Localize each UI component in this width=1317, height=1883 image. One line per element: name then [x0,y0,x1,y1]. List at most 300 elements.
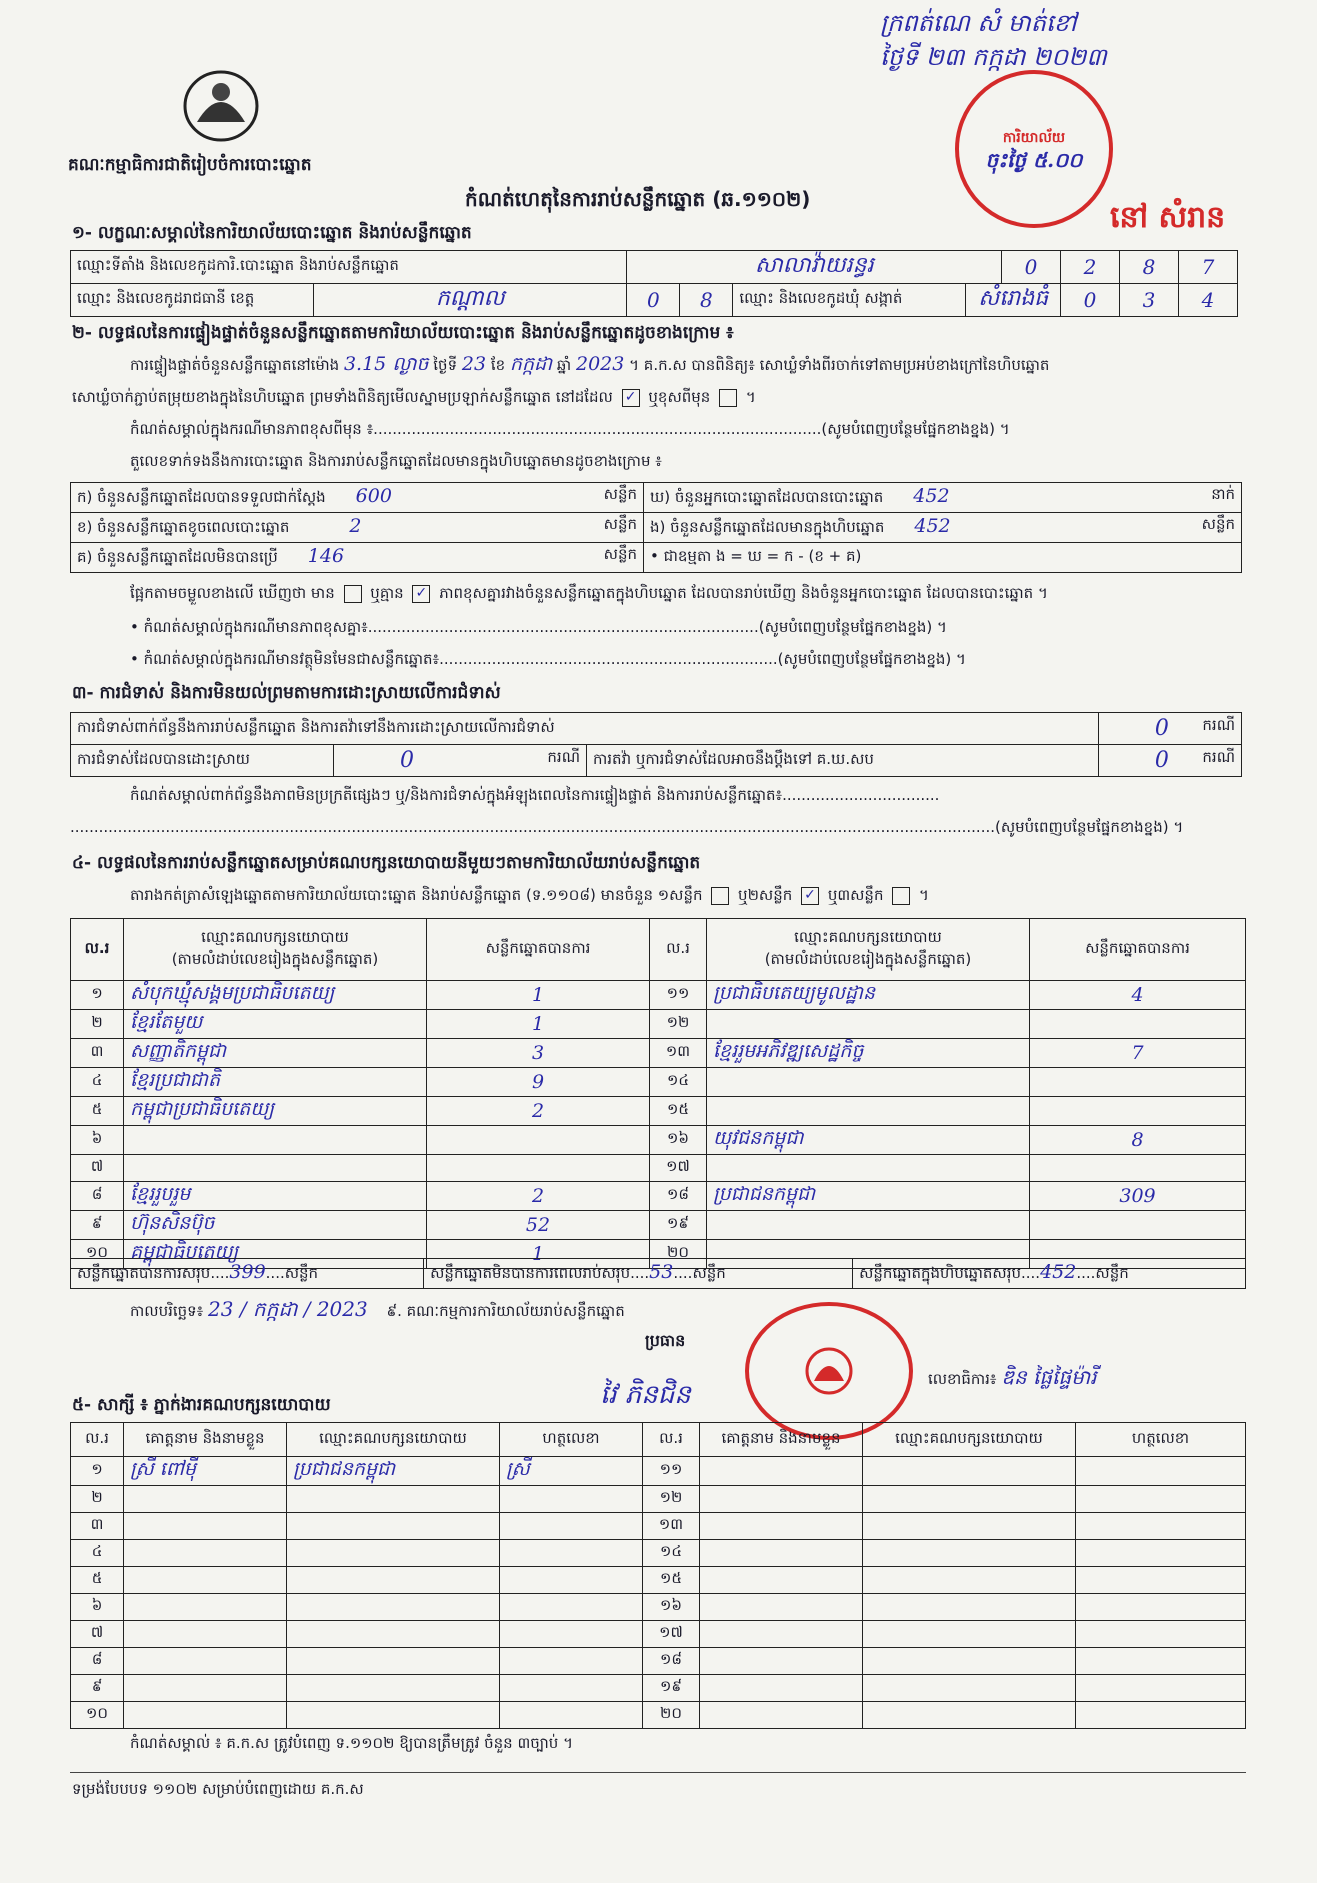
different-checkbox[interactable] [719,389,737,407]
total-invalid-value: 53 [649,1261,674,1283]
result-no: ១៤ [650,1068,707,1097]
s1-row2-code2-2: 3 [1120,284,1179,317]
s4-intro [130,886,929,908]
s2-para2: សោឃ្លំចាក់ភ្ជាប់តម្រុយខាងក្នុងនៃហិបឆ្នោត ព្រមទាំងពិនិត្យមើលស្នាមប្រឡាក់សន្លឹកឆ្នោត នៅដដែល ✓ ឬខុសពីមុន ។ [72,388,756,406]
results-col-party-left [124,919,427,981]
table-row [71,1010,1246,1039]
witness-no: ៤ [71,1540,124,1567]
results-col-no-left: ល.រ [71,919,124,981]
witness-signature [1076,1540,1246,1567]
witness-party [287,1621,500,1648]
two-sheet-checkbox[interactable]: ✓ [801,887,819,905]
no-difference-checkbox[interactable]: ✓ [412,585,430,603]
result-no: ១៨ [650,1182,707,1211]
date-value: 23 / កក្កដា / 2023 [208,1297,368,1321]
result-no: ១១ [650,981,707,1010]
s2-row-a-label: ក) ចំនួនសន្លឹកឆ្នោតដែលបានទទួលជាក់ស្ដែង [77,488,326,506]
result-votes: 1 [427,1010,650,1039]
result-party [124,1155,427,1182]
witness-party [287,1540,500,1567]
result-party: សញ្ញាតិកម្ពុជា [124,1039,427,1068]
total-box-cell: សន្លឹកឆ្នោតក្នុងហិបឆ្នោតសរុប....452....សន្លឹក [853,1259,1246,1289]
result-party: សំបុកឃ្មុំសង្គមប្រជាធិបតេយ្យ [124,981,427,1010]
total-box-value: 452 [1040,1261,1077,1283]
s2-row-b-value: 2 [349,515,362,537]
witness-no: ១០ [71,1702,124,1729]
witness-name [700,1675,863,1702]
witness-name [700,1594,863,1621]
table-row [71,1211,1246,1240]
s2-row-a-unit: សន្លឹក [603,485,637,503]
table-row [71,1457,1246,1486]
witness-no: ១២ [643,1486,700,1513]
three-sheet-checkbox[interactable] [892,887,910,905]
result-party: ខ្មែរតែមួយ [124,1010,427,1039]
witness-name [124,1486,287,1513]
s2-compare-a: ផ្អែកតាមចម្លួលខាងលើ ឃើញថា មាន [130,584,335,602]
s1-row2-label: ឈ្មោះ និងលេខកូដរាជធានី ខេត្ត [71,284,314,317]
s1-code-4: 7 [1179,251,1238,284]
witness-signature [500,1702,643,1729]
s2-compare-c: ភាពខុសគ្នារវាងចំនួនសន្លឹកឆ្នោតក្នុងហិបឆ្នោត ដែលបានរាប់ឃើញ និងចំនួនអ្នកបោះឆ្នោត ដែលបានបោះឆ្នោត ។ [439,584,1048,602]
w-col-sign-left: ហត្ថលេខា [500,1423,643,1457]
results-table [70,918,1246,1269]
result-no: ៨ [71,1182,124,1211]
witness-party [863,1567,1076,1594]
s2-p2b: ឬខុសពីមុន [648,388,711,406]
witness-name [700,1567,863,1594]
s2-row-b-unit: សន្លឹក [603,515,637,533]
s1-row2-label2: ឈ្មោះ និងលេខកូដឃុំ សង្កាត់ [733,284,966,317]
seal-emblem-icon [794,1341,864,1401]
w-col-sign-right: ហត្ថលេខា [1076,1423,1246,1457]
witness-signature [500,1513,643,1540]
results-col-party-right [707,919,1030,981]
witness-no: ១៣ [643,1513,700,1540]
total-valid-unit: សន្លឹក [284,1264,319,1282]
red-note: នៅ សំរាន [1110,200,1226,235]
s3-row2-label2: ការតវ៉ា ឬការជំទាស់ដែលអាចនឹងប្ដឹងទៅ គ.ឃ.សប [587,745,1099,777]
result-no: ៦ [71,1126,124,1155]
footer-form-code: ទម្រង់បែបបទ ១១០២ សម្រាប់បំពេញដោយ គ.ក.ស [72,1780,364,1798]
table-row [71,1126,1246,1155]
table-row [71,981,1246,1010]
result-no: ៩ [71,1211,124,1240]
witness-signature [1076,1648,1246,1675]
result-party [707,1010,1030,1039]
s2-p1e: ។ គ.ក.ស បានពិនិត្យ៖ សោឃ្លំទាំងពីរចាក់ទៅតាមប្រអប់ខាងក្រៅនៃហិបឆ្នោត [629,356,1050,374]
s3-row1-cell [1098,713,1241,745]
witness-name [124,1702,287,1729]
witness-name [124,1621,287,1648]
section5-title: ៥- សាក្សី ៖ ភ្នាក់ងារគណបក្សនយោបាយ [72,1395,331,1415]
s3-note: កំណត់សម្គាល់ពាក់ព័ន្ធនឹងភាពមិនប្រក្រតីផ្សេងៗ ឬ/និងការជំទាស់ក្នុងអំឡុងពេលនៃការផ្ទៀងផ្ទាត់ និងការរាប់សន្លឹកឆ្នោត៖................................. [130,786,940,804]
s2-row-d [644,483,1242,513]
footer-divider [70,1772,1246,1773]
witness-name [124,1675,287,1702]
witness-name [700,1648,863,1675]
witness-name [124,1648,287,1675]
result-votes: 4 [1030,981,1246,1010]
witness-name [700,1513,863,1540]
witness-party [287,1486,500,1513]
results-col-party-right-title: ឈ្មោះគណបក្សនយោបាយ [794,927,942,946]
section3-title: ៣- ការជំទាស់ និងការមិនយល់ព្រមតាមការដោះស្រាយលើការជំទាស់ [72,683,501,703]
result-no: ៤ [71,1068,124,1097]
witness-signature [1076,1702,1246,1729]
has-difference-checkbox[interactable] [344,585,362,603]
result-no: ១ [71,981,124,1010]
result-party: ប្រជាជនកម្ពុជា [707,1182,1030,1211]
s2-row-d-unit: នាក់ [1211,485,1235,503]
top-note-2: ថ្ងៃទី ២៣ កក្កដា ២០២៣ [880,43,1107,71]
one-sheet-checkbox[interactable] [711,887,729,905]
total-valid-label: សន្លឹកឆ្នោតបានការសរុប [77,1264,211,1282]
s1-row2-value2: សំរោងធំ [966,284,1061,317]
witness-party [287,1594,500,1621]
witness-signature [500,1486,643,1513]
result-party: ខ្មែររួមអភិវឌ្ឍសេដ្ឋកិច្ច [707,1039,1030,1068]
table-row [71,1182,1246,1211]
result-no: ២០ [650,1240,707,1269]
result-votes [1030,1211,1246,1240]
witness-party [287,1513,500,1540]
section1-title: ១- លក្ខណៈសម្គាល់នៃការិយាល័យបោះឆ្នោត និងរាប់សន្លឹកឆ្នោត [72,223,472,243]
table-row [71,1486,1246,1513]
result-no: ១៥ [650,1097,707,1126]
result-party: យុវជនកម្ពុជា [707,1126,1030,1155]
s3-row1-unit: ករណី [1202,716,1235,734]
s3-note-tail: ..................................................................................................................................................................................................(សូមបំពេញបន្ថែមផ្នែកខាងខ្នង) ។ [70,818,1184,836]
result-votes: 3 [427,1039,650,1068]
result-no: ២ [71,1010,124,1039]
witness-name [700,1457,863,1486]
result-party: ហ៊ុនសិនប៊ុច [124,1211,427,1240]
witness-name: ស្រី ពៅម៉ី [124,1457,287,1486]
result-votes [427,1126,650,1155]
witness-signature [500,1594,643,1621]
witness-party [863,1513,1076,1540]
witness-signature [500,1648,643,1675]
result-party [707,1155,1030,1182]
witness-name [124,1513,287,1540]
s3-row2-unit2: ករណី [1202,748,1235,766]
witness-no: ១៥ [643,1567,700,1594]
s2-row-b [71,513,644,543]
secretary [928,1364,1097,1394]
section2-table [70,482,1242,573]
witness-party [863,1540,1076,1567]
document-title: កំណត់ហេតុនៃការរាប់សន្លឹកឆ្នោត (ឆ.១១០២) [465,187,811,211]
s2-row-c [71,543,644,573]
result-party: ខ្មែរប្រជាជាតិ [124,1068,427,1097]
s2-note3: • កំណត់សម្គាល់ក្នុងករណីមានវត្ថុមិនមែនជាសន្លឹកឆ្នោត៖.......................................................................(សូមបំពេញបន្ថែមផ្នែកខាងខ្នង) ។ [130,650,966,668]
result-votes: 52 [427,1211,650,1240]
witness-signature [1076,1621,1246,1648]
s2-row-d-value: 452 [913,485,950,507]
witness-name [124,1567,287,1594]
s2-row-e-value: 452 [914,515,951,537]
s4-intro-b: ឬ២សន្លឹក [738,886,793,904]
witness-no: ៣ [71,1513,124,1540]
witness-party [863,1675,1076,1702]
results-col-votes-left: សន្លឹកឆ្នោតបានការ [427,919,650,981]
s2-year: 2023 [576,353,625,375]
witness-signature [1076,1567,1246,1594]
s2-intro: តួលេខទាក់ទងនឹងការបោះឆ្នោត និងការរាប់សន្លឹកឆ្នោតដែលមានក្នុងហិបឆ្នោតមានដូចខាងក្រោម ៖ [130,452,662,470]
result-votes [1030,1068,1246,1097]
total-invalid-cell: សន្លឹកឆ្នោតមិនបានការពេលរាប់សរុប....53....សន្លឹក [424,1259,853,1289]
same-checkbox[interactable]: ✓ [622,389,640,407]
s2-day: 23 [461,353,487,375]
witness-signature [1076,1675,1246,1702]
witness-party [287,1648,500,1675]
results-col-party-left-title: ឈ្មោះគណបក្សនយោបាយ [201,927,349,946]
total-valid-value: 399 [229,1261,266,1283]
witness-name [700,1486,863,1513]
s2-row-e-label: ង) ចំនួនសន្លឹកឆ្នោតដែលមានក្នុងហិបឆ្នោត [650,518,885,536]
table-row [71,1513,1246,1540]
result-no: ១០ [71,1240,124,1269]
s3-row1-label: ការជំទាស់ពាក់ព័ន្ធនឹងការរាប់សន្លឹកឆ្នោត និងការតវ៉ាទៅនឹងការដោះស្រាយលើការជំទាស់ [71,713,1099,745]
secretary-label: លេខាធិការ៖ [928,1370,997,1388]
date-label: កាលបរិច្ឆេទ៖ [130,1302,204,1320]
table-row [71,1621,1246,1648]
result-votes: 309 [1030,1182,1246,1211]
result-votes: 2 [427,1097,650,1126]
result-party [124,1126,427,1155]
s1-row2-value: កណ្ដាល [314,284,627,317]
total-box-unit: សន្លឹក [1095,1264,1129,1282]
section2-title: ២- លទ្ធផលនៃការផ្ទៀងផ្ទាត់ចំនួនសន្លឹកឆ្នោតតាមការិយាល័យបោះឆ្នោត និងរាប់សន្លឹកឆ្នោតដូចខាងក្រោម ៖ [72,323,734,343]
s2-row-a [71,483,644,513]
witness-no: ១៨ [643,1648,700,1675]
witness-no: ៧ [71,1621,124,1648]
witness-no: ៨ [71,1648,124,1675]
witness-party [863,1621,1076,1648]
witness-table [70,1422,1246,1729]
signing-date [130,1296,625,1326]
table-row [71,1567,1246,1594]
w-col-party-left: ឈ្មោះគណបក្សនយោបាយ [287,1423,500,1457]
s2-row-c-label: គ) ចំនួនសន្លឹកឆ្នោតដែលមិនបានប្រើ [77,548,278,566]
s1-row1-value: សាលាវ៉ាយរន្ធរ [627,251,1002,284]
s3-row2-label: ការជំទាស់ដែលបានដោះស្រាយ [71,745,334,777]
result-no: ១៦ [650,1126,707,1155]
s2-para1 [130,352,1049,380]
result-no: ៧ [71,1155,124,1182]
result-votes [1030,1155,1246,1182]
s2-note2: • កំណត់សម្គាល់ក្នុងករណីមានភាពខុសគ្នា៖..................................................................................(សូមបំពេញបន្ថែមផ្នែកខាងខ្នង) ។ [130,618,947,636]
s4-intro-a: តារាងកត់ត្រាសំឡេងឆ្នោតតាមការិយាល័យបោះឆ្នោត និងរាប់សន្លឹកឆ្នោត (ទ.១១០៨) មានចំនួន ១សន្លឹក [130,886,703,904]
result-votes: 1 [427,1240,650,1269]
result-party: គម្ពុជាធិបតេយ្យ [124,1240,427,1269]
s4-intro-c: ឬ៣សន្លឹក [827,886,884,904]
s2-time: 3.15 ល្ងាច [343,353,429,375]
results-col-party-right-sub: (តាមលំដាប់លេខរៀងក្នុងសន្លឹកឆ្នោត) [764,949,972,968]
witness-name [124,1540,287,1567]
total-valid-cell: សន្លឹកឆ្នោតបានការសរុប....399....សន្លឹក [71,1259,424,1289]
office-stamp [955,70,1113,228]
secretary-signature: ឌិន ផ្លៃផ្ទៃម៉ារី [1001,1365,1097,1389]
table-row [71,1068,1246,1097]
witness-name [700,1702,863,1729]
total-box-label: សន្លឹកឆ្នោតក្នុងហិបឆ្នោតសរុប [859,1264,1021,1282]
s3-row2-unit: ករណី [547,748,580,766]
table-row [71,1039,1246,1068]
w-col-name-right: គោត្តនាម និងនាមខ្លួន [700,1423,863,1457]
s1-row2-code-1: 0 [627,284,680,317]
nec-logo-icon [175,62,267,144]
s2-row-b-label: ខ) ចំនួនសន្លឹកឆ្នោតខូចពេលបោះឆ្នោត [77,518,290,536]
result-votes: 1 [427,981,650,1010]
s2-p1d: ឆ្នាំ [556,356,572,374]
s2-p2: សោឃ្លំចាក់ភ្ជាប់តម្រុយខាងក្នុងនៃហិបឆ្នោត ព្រមទាំងពិនិត្យមើលស្នាមប្រឡាក់សន្លឹកឆ្នោត នៅដដែល [72,388,613,406]
s2-row-c-value: 146 [307,545,345,567]
w-col-party-right: ឈ្មោះគណបក្សនយោបាយ [863,1423,1076,1457]
witness-signature [500,1621,643,1648]
result-votes: 7 [1030,1039,1246,1068]
witness-signature [1076,1594,1246,1621]
s2-note1: កំណត់សម្គាល់ក្នុងករណីមានភាពខុសពីមុន ៖..............................................................................................(សូមបំពេញបន្ថែមផ្នែកខាងខ្នង) ។ [130,420,1010,438]
result-votes [1030,1010,1246,1039]
s3-row2-cell2 [1098,745,1241,777]
s2-p1a: ការផ្ទៀងផ្ទាត់ចំនួនសន្លឹកឆ្នោតនៅម៉ោង [130,356,340,374]
footer-note: កំណត់សម្គាល់ ៖ គ.ក.ស ត្រូវបំពេញ ទ.១១០២ ឱ្យបានត្រឹមត្រូវ ចំនួន ៣ច្បាប់ ។ [130,1734,573,1752]
chair-title: ប្រធាន [645,1331,686,1350]
table-row [71,1675,1246,1702]
results-col-votes-right: សន្លឹកឆ្នោតបានការ [1030,919,1246,981]
witness-party [287,1675,500,1702]
witness-no: ១៧ [643,1621,700,1648]
s3-row2-value2: 0 [1154,748,1169,773]
s3-row2-cell [334,745,587,777]
table-row [71,1648,1246,1675]
committee-label: ៩. គណៈកម្មការការិយាល័យរាប់សន្លឹកឆ្នោត [386,1302,625,1320]
results-body [71,981,1246,1269]
result-votes: 9 [427,1068,650,1097]
s1-code-1: 0 [1002,251,1061,284]
w-col-no-right: ល.រ [643,1423,700,1457]
s2-formula: • ជាឧម្មតា ង = ឃ = ក - (ខ + គ) [644,543,1242,573]
witness-signature [1076,1513,1246,1540]
witness-no: ១ [71,1457,124,1486]
result-no: ១៧ [650,1155,707,1182]
witness-no: ៥ [71,1567,124,1594]
w-col-no-left: ល.រ [71,1423,124,1457]
section1-table [70,250,1238,317]
witness-no: ២ [71,1486,124,1513]
witness-name [124,1594,287,1621]
result-party [707,1097,1030,1126]
results-col-no-right: ល.រ [650,919,707,981]
s4-intro-d: ។ [919,886,929,904]
witness-no: ៩ [71,1675,124,1702]
s2-month: កក្កដា [509,353,553,375]
witness-signature [500,1540,643,1567]
witness-no: ២០ [643,1702,700,1729]
s3-row1-value: 0 [1154,716,1169,741]
totals-table [70,1258,1246,1289]
s2-row-e-unit: សន្លឹក [1201,515,1235,533]
committee-name: គណៈកម្មាធិការជាតិរៀបចំការបោះឆ្នោត [68,155,312,175]
s2-p1c: ខែ [490,356,506,374]
w-col-name-left: គោត្តនាម និងនាមខ្លួន [124,1423,287,1457]
result-votes: 8 [1030,1126,1246,1155]
table-row [71,1540,1246,1567]
s1-row1-label: ឈ្មោះទីតាំង និងលេខកូដការិ.បោះឆ្នោត និងរាប់សន្លឹកឆ្នោត [71,251,627,284]
stamp-time: ចុះថ្ងៃ ៥.០០ [985,148,1083,172]
s1-code-3: 8 [1120,251,1179,284]
top-note-1: ក្រពត់ណេ សំ មាត់ខៅ [880,9,1077,37]
section4-title: ៤- លទ្ធផលនៃការរាប់សន្លឹកឆ្នោតសម្រាប់គណបក្សនយោបាយនីមួយៗតាមការិយាល័យរាប់សន្លឹកឆ្នោត [72,853,701,873]
result-party [707,1211,1030,1240]
s1-row2-code-2: 8 [680,284,733,317]
results-col-party-left-sub: (តាមលំដាប់លេខរៀងក្នុងសន្លឹកឆ្នោត) [171,949,379,968]
s1-code-2: 2 [1061,251,1120,284]
witness-party [863,1594,1076,1621]
witness-signature [500,1567,643,1594]
total-invalid-label: សន្លឹកឆ្នោតមិនបានការពេលរាប់សរុប [430,1264,631,1282]
witness-party [863,1486,1076,1513]
table-row [71,1594,1246,1621]
table-row [71,1097,1246,1126]
result-no: ១២ [650,1010,707,1039]
result-party [707,1068,1030,1097]
result-no: ១៩ [650,1211,707,1240]
s3-row2-value: 0 [400,748,414,773]
s2-row-a-value: 600 [355,485,392,507]
witness-party [863,1457,1076,1486]
committee-seal-icon [745,1302,913,1440]
result-party: ប្រជាធិបតេយ្យមូលដ្ឋាន [707,981,1030,1010]
witness-no: ១១ [643,1457,700,1486]
witness-no: ៦ [71,1594,124,1621]
result-no: ៣ [71,1039,124,1068]
s2-row-c-unit: សន្លឹក [603,545,637,563]
result-votes [427,1155,650,1182]
witness-no: ១៦ [643,1594,700,1621]
result-party: កម្ពុជាប្រជាធិបតេយ្យ [124,1097,427,1126]
witness-signature [1076,1457,1246,1486]
s1-row2-code2-1: 0 [1061,284,1120,317]
chair-signature: វៃ ភិនជិន [600,1380,691,1410]
witness-no: ១៤ [643,1540,700,1567]
section3-table [70,712,1242,777]
witness-party [287,1567,500,1594]
table-row [71,1702,1246,1729]
witness-body [71,1457,1246,1729]
s1-row2-code2-3: 4 [1179,284,1238,317]
witness-party: ប្រជាជនកម្ពុជា [287,1457,500,1486]
stamp-office: ការិយាល័យ [1002,130,1066,146]
witness-signature [1076,1486,1246,1513]
result-no: ៥ [71,1097,124,1126]
witness-signature: ស្រី [500,1457,643,1486]
witness-party [863,1648,1076,1675]
result-votes: 2 [427,1182,650,1211]
s2-row-d-label: ឃ) ចំនួនអ្នកបោះឆ្នោតដែលបានបោះឆ្នោត [650,488,884,506]
witness-party [287,1702,500,1729]
result-votes [1030,1097,1246,1126]
witness-no: ១៩ [643,1675,700,1702]
table-row [71,1155,1246,1182]
total-invalid-unit: សន្លឹក [692,1264,726,1282]
witness-signature [500,1675,643,1702]
result-no: ១៣ [650,1039,707,1068]
s2-compare-b: ឬគ្មាន [370,584,404,602]
witness-name [700,1621,863,1648]
